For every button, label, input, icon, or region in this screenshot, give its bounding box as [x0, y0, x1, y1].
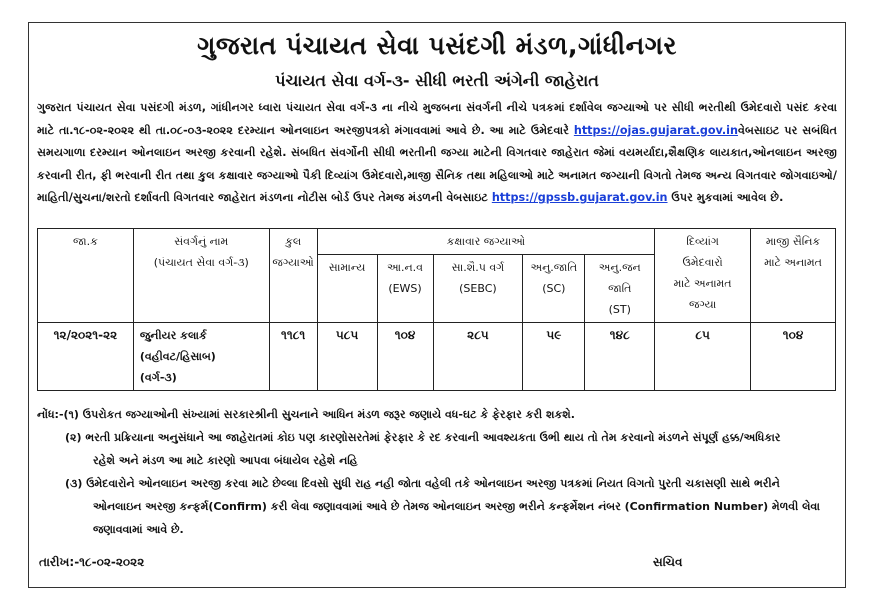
board-title: ગુજરાત પંચાયત સેવા પસંદગી મંડળ,ગાંધીનગર [197, 31, 677, 60]
cell-sebc: ૨૮૫ [433, 323, 523, 391]
note-3-line-3: જણાવવામાં આવે છે. [93, 523, 184, 536]
header-cadre: સંવર્ગનું નામ (પંચાયત સેવા વર્ગ-૩) [133, 229, 269, 323]
header-category: કક્ષાવાર જગ્યાઓ [317, 229, 655, 255]
note-1: નોંધ:-(૧) ઉપરોકત જગ્યાઓની સંખ્યામાં સરકારશ્રીની સુચનાને આધિન મંડળ જરૂર જણાયે વધ-ઘટ કે ફેરફાર કરી શકશે. [37, 408, 575, 421]
notice-page [28, 22, 846, 588]
gpssb-link[interactable]: https://gpssb.gujarat.gov.in [491, 191, 668, 205]
header-divyang: દિવ્યાંગ ઉમેદવારો માટે અનામત જગ્યા [655, 229, 751, 323]
note-2-line-2: રહેશે અને મંડળ આ માટે કારણો આપવા બંધાયેલ રહેશે નહિ [93, 454, 358, 467]
note-2-line-1: (૨) ભરતી પ્રક્રિયાના અનુસંધાને આ જાહેરાતમાં કોઇ પણ કારણોસરતેમાં ફેરફાર કે રદ કરવાની આવશ્યકતા ઉભી થાય તો તેમ કરવાનો મંડળને સંપૂર્ણ હક્ક/અધિકાર [65, 431, 781, 444]
cell-post: જુનીયર કલાર્ક (વહીવટ/હિસાબ) (વર્ગ-૩) [133, 323, 269, 391]
vacancy-table [37, 228, 836, 391]
cell-sc: ૫૯ [523, 323, 585, 391]
secretary-signature: સચિવ [653, 555, 683, 569]
cell-st: ૧૪૮ [585, 323, 655, 391]
note-3-line-2: ઓનલાઇન અરજી કન્ફર્મ(Confirm) કરી લેવા જણાવવામાં આવે છે તેમજ ઓનલાઇન અરજી ભરીને કન્ફર્મેશન નંબર (Confirmation Number) મેળવી લેવા [93, 500, 820, 513]
header-sr: જા.ક [38, 229, 134, 323]
notice-subtitle: પંચાયત સેવા વર્ગ-૩- સીધી ભરતી અંગેની જાહેરાત [275, 71, 599, 90]
intro-text-2: વેબસાઇટ પર સબંધિત સમયગાળા દરમ્યાન ઓનલાઇન અરજી કરવાની રહેશે. સંબધિત સંવર્ગોની સીધી ભરતીની જગ્યા માટેની વિગતવાર જાહેરાત જેમાં વયમર્યાદા,શૈક્ષણિક લાયકાત,ઓનલાઇન અરજી કરવાની રીત, ફી ભરવાની રીત તથા કુલ કક્ષાવાર જગ્યાઓ પૈકી દિવ્યાંગ ઉમેદવારો,માજી સૈનિક તથા મહિલાઓ માટે અનામત જગ્યાની વિગતો તેમજ અન્ય વિગતવાર જોગવાઇઓ/માહિતી/સુચના/શરતો દર્શાવતી વિગતવાર જાહેરાત મંડળના નોટીસ બોર્ડ ઉપર તેમજ મંડળની વેબસાઇટ [37, 123, 838, 205]
ojas-link[interactable]: https://ojas.gujarat.gov.in [573, 123, 738, 137]
table-row [38, 323, 836, 391]
cell-general: ૫૮૫ [317, 323, 377, 391]
note-3-line-1: (૩) ઉમેદવારોને ઓનલાઇન અરજી કરવા માટે છેલ્લા દિવસો સુધી રાહ નહી જોતા વહેલી તકે ઓનલાઇન અરજી પત્રકમાં નિયત વિગતો પુરતી ચકાસણી સાથે ભરીને [65, 477, 780, 490]
header-sebc: સા.શૈ.પ વર્ગ (SEBC) [433, 255, 523, 323]
cell-total: ૧૧૮૧ [269, 323, 317, 391]
header-ex-servicemen: માજી સૈનિક માટે અનામત [751, 229, 836, 323]
header-general: સામાન્ય [317, 255, 377, 323]
intro-paragraph [37, 97, 837, 210]
cell-ex-servicemen: ૧૦૪ [751, 323, 836, 391]
notes-section [37, 403, 837, 541]
intro-text-3: ઉપર મુકવામાં આવેલ છે. [667, 191, 784, 205]
intro-text-1: ગુજરાત પંચાયત સેવા પસંદગી મંડળ, ગાંધીનગર ધ્વારા પંચાયત સેવા વર્ગ-૩ ના નીચે મુજબના સંવર્ગની નીચે પત્રકમાં દર્શાવેલ જગ્યાઓ પર સીધી ભરતીથી ઉમેદવારો પસંદ કરવા માટે તા.૧૮-૦૨-૨૦૨૨ થી તા.૦૮-૦૩-૨૦૨૨ દરમ્યાન ઓનલાઇન અરજીપત્રકો મંગાવવામાં આવે છે. આ માટે ઉમેદવારે [37, 101, 837, 137]
cell-ews: ૧૦૪ [377, 323, 433, 391]
notice-date: તારીખ:-૧૮-૦૨-૨૦૨૨ [39, 555, 145, 569]
header-sc: અનુ.જાતિ (SC) [523, 255, 585, 323]
header-ews: આ.ન.વ (EWS) [377, 255, 433, 323]
header-total: કુલ જગ્યાઓ [269, 229, 317, 323]
header-row-1 [38, 229, 836, 255]
cell-divyang: ૮૫ [655, 323, 751, 391]
header-st: અનુ.જન જાતિ (ST) [585, 255, 655, 323]
cell-sr: ૧૨/૨૦૨૧-૨૨ [38, 323, 134, 391]
